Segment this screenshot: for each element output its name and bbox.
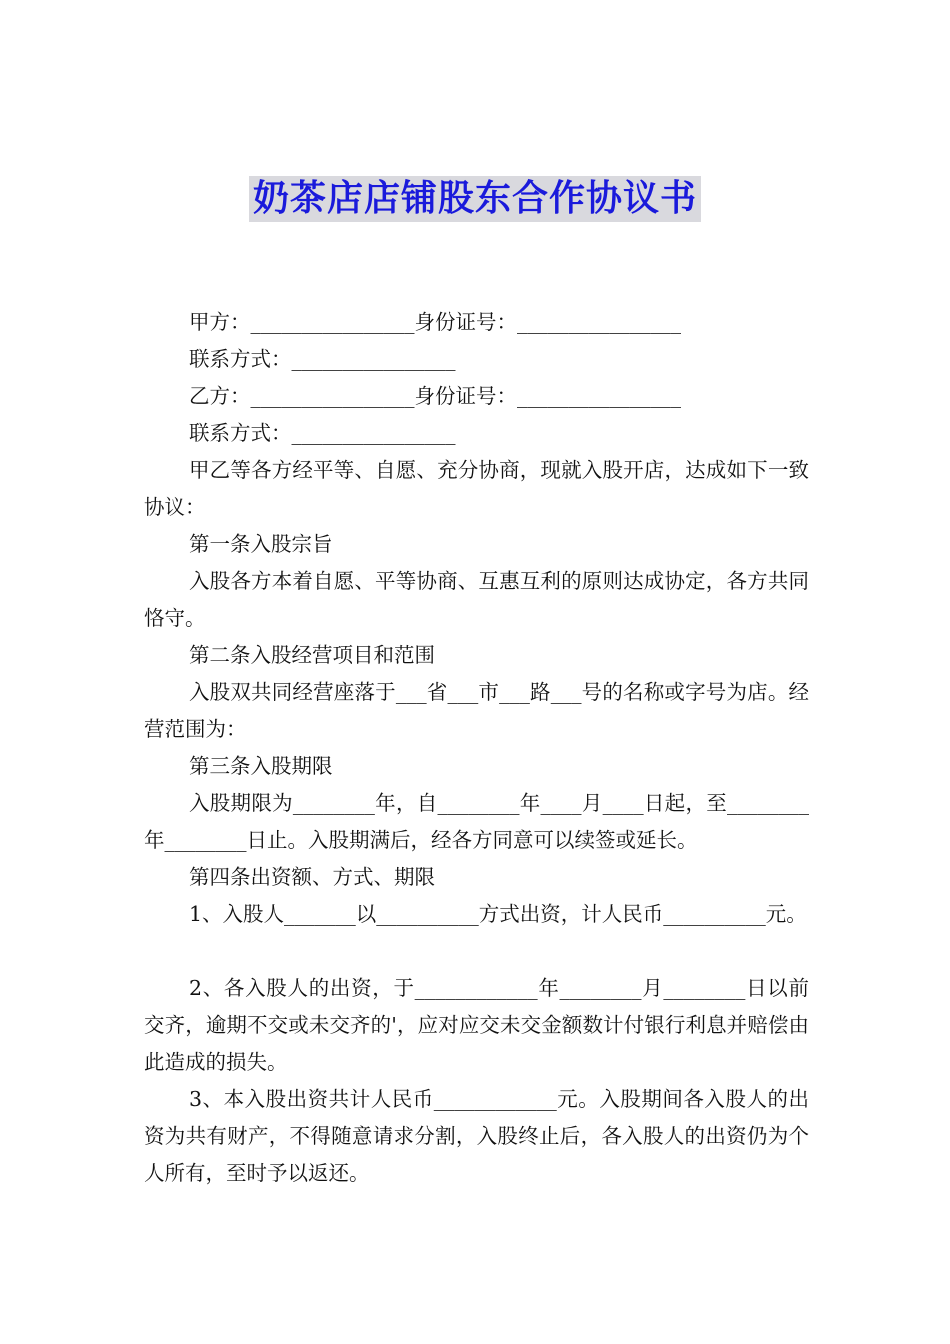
party-a-line: 甲方：________________身份证号：________________ — [189, 310, 681, 334]
article-2-heading: 第二条入股经营项目和范围 — [189, 643, 435, 667]
article-4-heading: 第四条出资额、方式、期限 — [189, 865, 435, 889]
preamble-paragraph: 甲乙等各方经平等、自愿、充分协商，现就入股开店，达成如下一致协议： — [144, 458, 809, 519]
article-4-clause-2: 2、各入股人的出资，于____________年________月________日以前交齐，逾期不交或未交齐的'，应对应交未交金额数计付银行利息并赔偿由此造成的损失。 — [144, 976, 809, 1074]
article-1-text: 入股各方本着自愿、平等协商、互惠互利的原则达成协定，各方共同恪守。 — [144, 569, 809, 630]
article-3-text: 入股期限为________年，自________年____月____日起，至________年________日止。入股期满后，经各方同意可以续签或延长。 — [144, 791, 809, 852]
party-b-contact-line: 联系方式：________________ — [189, 421, 456, 445]
article-4-clause-3: 3、本入股出资共计人民币____________元。入股期间各入股人的出资为共有财产，不得随意请求分割，入股终止后，各入股人的出资仍为个人所有，至时予以返还。 — [144, 1087, 809, 1185]
title-container — [0, 176, 950, 222]
article-2-text: 入股双共同经营座落于___省___市___路___号的名称或字号为店。经营范围为： — [144, 680, 809, 741]
document-title: 奶茶店店铺股东合作协议书 — [249, 176, 701, 222]
party-b-line: 乙方：________________身份证号：________________ — [189, 384, 681, 408]
article-3-heading: 第三条入股期限 — [189, 754, 333, 778]
blank-line — [144, 933, 809, 970]
party-a-contact-line: 联系方式：________________ — [189, 347, 456, 371]
article-1-heading: 第一条入股宗旨 — [189, 532, 333, 556]
document-body — [144, 304, 809, 1192]
article-4-clause-1: 1、入股人_______以__________方式出资，计人民币__________元。 — [189, 902, 807, 926]
